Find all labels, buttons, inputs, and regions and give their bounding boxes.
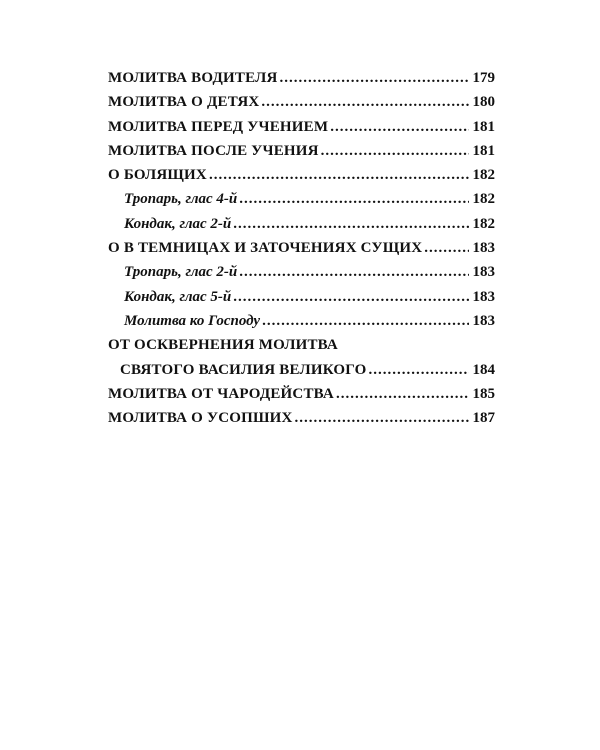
toc-entry[interactable]	[108, 66, 495, 90]
toc-entry[interactable]	[108, 236, 495, 260]
toc-page-number: 179	[472, 70, 495, 86]
toc-entry-title: МОЛИТВА ВОДИТЕЛЯ	[108, 70, 278, 86]
toc-entry-title: МОЛИТВА ОТ ЧАРОДЕЙСТВА	[108, 385, 334, 402]
toc-entry-title: МОЛИТВА ПЕРЕД УЧЕНИЕМ	[108, 118, 329, 135]
toc-entry[interactable]	[108, 115, 495, 139]
toc-entry-title: Тропарь, глас 4-й	[124, 191, 238, 208]
toc-subentry[interactable]	[108, 309, 495, 333]
toc-entry-title: МОЛИТВА ПОСЛЕ УЧЕНИЯ	[108, 142, 319, 159]
toc-page-number: 182	[472, 191, 495, 208]
toc-page-number: 184	[472, 361, 495, 378]
dot-leader	[233, 285, 469, 309]
toc-entry[interactable]	[108, 406, 495, 430]
toc-entry-title: О БОЛЯЩИХ	[108, 167, 207, 184]
toc-entry[interactable]	[108, 90, 495, 114]
toc-page-number: 182	[472, 167, 495, 184]
dot-leader	[239, 260, 469, 284]
dot-leader	[261, 90, 469, 114]
toc-page-number: 183	[472, 240, 495, 257]
dot-leader	[424, 236, 469, 260]
toc-entry[interactable]	[108, 163, 495, 187]
toc-subentry[interactable]	[108, 285, 495, 309]
toc-page-number: 185	[472, 385, 495, 402]
toc-entry[interactable]	[108, 382, 495, 406]
toc-page-number: 187	[472, 410, 495, 427]
toc-entry-title: ОТ ОСКВЕРНЕНИЯ МОЛИТВА	[108, 337, 338, 354]
table-of-contents	[108, 66, 495, 430]
dot-leader	[330, 115, 469, 139]
dot-leader	[295, 406, 469, 430]
toc-entry[interactable]	[108, 333, 495, 357]
toc-entry-title: СВЯТОГО ВАСИЛИЯ ВЕЛИКОГО	[120, 361, 367, 378]
toc-page-number: 181	[472, 118, 495, 135]
toc-entry-title: Кондак, глас 2-й	[124, 215, 232, 232]
toc-page-number: 183	[472, 312, 495, 329]
dot-leader	[233, 212, 469, 236]
dot-leader	[209, 163, 469, 187]
toc-entry-continuation[interactable]	[108, 358, 495, 382]
dot-leader	[239, 187, 469, 211]
toc-page-number: 180	[472, 94, 495, 111]
toc-page-number: 183	[472, 264, 495, 281]
dot-leader	[321, 139, 469, 163]
toc-entry-title: МОЛИТВА О УСОПШИХ	[108, 410, 293, 427]
toc-page-number: 182	[472, 215, 495, 232]
dot-leader	[262, 309, 469, 333]
toc-entry-title: Тропарь, глас 2-й	[124, 264, 238, 281]
toc-entry[interactable]	[108, 139, 495, 163]
toc-entry-title: МОЛИТВА О ДЕТЯХ	[108, 94, 260, 111]
toc-entry-title: Кондак, глас 5-й	[124, 288, 232, 305]
dot-leader	[280, 66, 469, 90]
dot-leader	[336, 382, 469, 406]
toc-entry-title: Молитва ко Господу	[124, 312, 261, 329]
toc-subentry[interactable]	[108, 187, 495, 211]
toc-page-number: 181	[472, 142, 495, 159]
dot-leader	[369, 358, 469, 382]
toc-subentry[interactable]	[108, 212, 495, 236]
toc-subentry[interactable]	[108, 260, 495, 284]
toc-page-number: 183	[472, 288, 495, 305]
toc-entry-title: О В ТЕМНИЦАХ И ЗАТОЧЕНИЯХ СУЩИХ	[108, 240, 423, 257]
